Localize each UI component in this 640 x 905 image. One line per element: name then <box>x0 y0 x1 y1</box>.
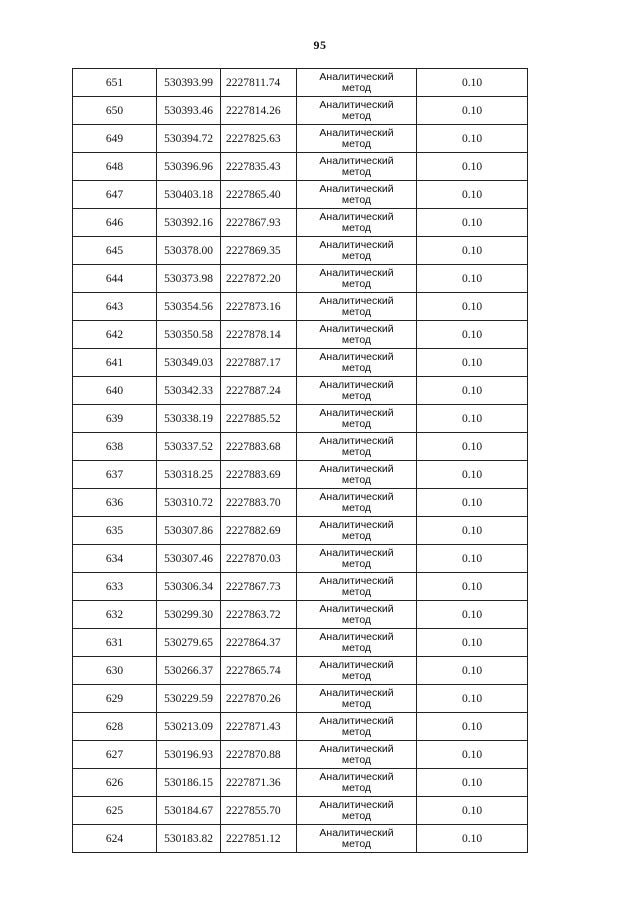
x-coordinate-cell: 530338.19 <box>157 405 221 433</box>
y-coordinate-cell: 2227878.14 <box>221 321 297 349</box>
x-coordinate-cell: 530213.09 <box>157 713 221 741</box>
table-row <box>73 601 528 629</box>
y-coordinate-cell: 2227867.93 <box>221 209 297 237</box>
accuracy-cell: 0.10 <box>417 741 528 769</box>
accuracy-cell: 0.10 <box>417 237 528 265</box>
table-row <box>73 293 528 321</box>
method-line-1: Аналитический <box>319 490 394 503</box>
table-row <box>73 825 528 853</box>
x-coordinate-cell: 530310.72 <box>157 489 221 517</box>
table-row <box>73 125 528 153</box>
table-row <box>73 741 528 769</box>
method-cell <box>297 657 417 685</box>
method-cell <box>297 461 417 489</box>
point-number-cell: 636 <box>73 489 157 517</box>
table-row <box>73 321 528 349</box>
method-line-2: метод <box>341 417 372 430</box>
accuracy-cell: 0.10 <box>417 433 528 461</box>
method-line-2: метод <box>341 81 372 94</box>
method-line-1: Аналитический <box>319 266 394 279</box>
table-row <box>73 713 528 741</box>
table-row <box>73 97 528 125</box>
method-cell <box>297 349 417 377</box>
method-line-2: метод <box>341 809 372 822</box>
table-row <box>73 517 528 545</box>
table-row <box>73 573 528 601</box>
method-line-1: Аналитический <box>319 210 394 223</box>
table-row <box>73 489 528 517</box>
method-cell <box>297 769 417 797</box>
x-coordinate-cell: 530307.46 <box>157 545 221 573</box>
method-line-2: метод <box>341 501 372 514</box>
x-coordinate-cell: 530307.86 <box>157 517 221 545</box>
accuracy-cell: 0.10 <box>417 265 528 293</box>
accuracy-cell: 0.10 <box>417 181 528 209</box>
point-number-cell: 648 <box>73 153 157 181</box>
method-cell <box>297 489 417 517</box>
point-number-cell: 638 <box>73 433 157 461</box>
accuracy-cell: 0.10 <box>417 573 528 601</box>
point-number-cell: 637 <box>73 461 157 489</box>
y-coordinate-cell: 2227851.12 <box>221 825 297 853</box>
point-number-cell: 644 <box>73 265 157 293</box>
method-line-1: Аналитический <box>319 602 394 615</box>
x-coordinate-cell: 530279.65 <box>157 629 221 657</box>
y-coordinate-cell: 2227887.17 <box>221 349 297 377</box>
x-coordinate-cell: 530342.33 <box>157 377 221 405</box>
accuracy-cell: 0.10 <box>417 657 528 685</box>
method-line-2: метод <box>341 781 372 794</box>
point-number-cell: 630 <box>73 657 157 685</box>
coordinates-table <box>72 68 528 853</box>
point-number-cell: 641 <box>73 349 157 377</box>
accuracy-cell: 0.10 <box>417 97 528 125</box>
y-coordinate-cell: 2227887.24 <box>221 377 297 405</box>
x-coordinate-cell: 530183.82 <box>157 825 221 853</box>
table-row <box>73 153 528 181</box>
accuracy-cell: 0.10 <box>417 489 528 517</box>
table-row <box>73 797 528 825</box>
y-coordinate-cell: 2227882.69 <box>221 517 297 545</box>
method-line-2: метод <box>341 277 372 290</box>
method-line-2: метод <box>341 137 372 150</box>
method-line-2: метод <box>341 333 372 346</box>
point-number-cell: 629 <box>73 685 157 713</box>
x-coordinate-cell: 530318.25 <box>157 461 221 489</box>
accuracy-cell: 0.10 <box>417 797 528 825</box>
x-coordinate-cell: 530299.30 <box>157 601 221 629</box>
table-row <box>73 209 528 237</box>
point-number-cell: 650 <box>73 97 157 125</box>
method-line-1: Аналитический <box>319 154 394 167</box>
table-row <box>73 377 528 405</box>
method-cell <box>297 685 417 713</box>
point-number-cell: 633 <box>73 573 157 601</box>
point-number-cell: 631 <box>73 629 157 657</box>
y-coordinate-cell: 2227835.43 <box>221 153 297 181</box>
method-line-1: Аналитический <box>319 294 394 307</box>
method-line-2: метод <box>341 389 372 402</box>
method-line-2: метод <box>341 109 372 122</box>
page-number: 95 <box>313 38 327 52</box>
table-row <box>73 237 528 265</box>
accuracy-cell: 0.10 <box>417 769 528 797</box>
table-row <box>73 461 528 489</box>
method-line-1: Аналитический <box>319 630 394 643</box>
x-coordinate-cell: 530229.59 <box>157 685 221 713</box>
method-cell <box>297 237 417 265</box>
method-line-2: метод <box>341 305 372 318</box>
method-cell <box>297 181 417 209</box>
y-coordinate-cell: 2227870.88 <box>221 741 297 769</box>
accuracy-cell: 0.10 <box>417 125 528 153</box>
method-cell <box>297 97 417 125</box>
point-number-cell: 645 <box>73 237 157 265</box>
method-line-2: метод <box>341 585 372 598</box>
method-cell <box>297 321 417 349</box>
method-line-2: метод <box>341 837 372 850</box>
method-line-2: метод <box>341 753 372 766</box>
accuracy-cell: 0.10 <box>417 545 528 573</box>
method-cell <box>297 825 417 853</box>
point-number-cell: 649 <box>73 125 157 153</box>
method-cell <box>297 601 417 629</box>
point-number-cell: 625 <box>73 797 157 825</box>
method-line-1: Аналитический <box>319 826 394 839</box>
x-coordinate-cell: 530196.93 <box>157 741 221 769</box>
table-row <box>73 629 528 657</box>
method-cell <box>297 405 417 433</box>
y-coordinate-cell: 2227863.72 <box>221 601 297 629</box>
x-coordinate-cell: 530350.58 <box>157 321 221 349</box>
point-number-cell: 632 <box>73 601 157 629</box>
method-cell <box>297 797 417 825</box>
method-cell <box>297 293 417 321</box>
table-row <box>73 405 528 433</box>
method-line-2: метод <box>341 445 372 458</box>
y-coordinate-cell: 2227865.74 <box>221 657 297 685</box>
method-cell <box>297 433 417 461</box>
x-coordinate-cell: 530403.18 <box>157 181 221 209</box>
method-cell <box>297 125 417 153</box>
table-row <box>73 433 528 461</box>
point-number-cell: 624 <box>73 825 157 853</box>
method-line-1: Аналитический <box>319 574 394 587</box>
method-line-1: Аналитический <box>319 770 394 783</box>
x-coordinate-cell: 530378.00 <box>157 237 221 265</box>
y-coordinate-cell: 2227811.74 <box>221 69 297 97</box>
accuracy-cell: 0.10 <box>417 293 528 321</box>
method-cell <box>297 69 417 97</box>
accuracy-cell: 0.10 <box>417 685 528 713</box>
method-line-1: Аналитический <box>319 238 394 251</box>
x-coordinate-cell: 530337.52 <box>157 433 221 461</box>
y-coordinate-cell: 2227864.37 <box>221 629 297 657</box>
x-coordinate-cell: 530396.96 <box>157 153 221 181</box>
accuracy-cell: 0.10 <box>417 349 528 377</box>
method-line-1: Аналитический <box>319 462 394 475</box>
y-coordinate-cell: 2227870.26 <box>221 685 297 713</box>
accuracy-cell: 0.10 <box>417 461 528 489</box>
y-coordinate-cell: 2227885.52 <box>221 405 297 433</box>
method-line-1: Аналитический <box>319 686 394 699</box>
coordinates-table-body <box>73 69 528 853</box>
accuracy-cell: 0.10 <box>417 153 528 181</box>
y-coordinate-cell: 2227883.70 <box>221 489 297 517</box>
method-line-1: Аналитический <box>319 378 394 391</box>
accuracy-cell: 0.10 <box>417 601 528 629</box>
method-line-2: метод <box>341 669 372 682</box>
method-cell <box>297 573 417 601</box>
method-line-1: Аналитический <box>319 518 394 531</box>
x-coordinate-cell: 530266.37 <box>157 657 221 685</box>
accuracy-cell: 0.10 <box>417 377 528 405</box>
y-coordinate-cell: 2227869.35 <box>221 237 297 265</box>
method-line-1: Аналитический <box>319 798 394 811</box>
method-line-1: Аналитический <box>319 182 394 195</box>
y-coordinate-cell: 2227871.43 <box>221 713 297 741</box>
x-coordinate-cell: 530394.72 <box>157 125 221 153</box>
method-line-1: Аналитический <box>319 434 394 447</box>
accuracy-cell: 0.10 <box>417 321 528 349</box>
method-line-1: Аналитический <box>319 714 394 727</box>
point-number-cell: 626 <box>73 769 157 797</box>
point-number-cell: 642 <box>73 321 157 349</box>
point-number-cell: 646 <box>73 209 157 237</box>
accuracy-cell: 0.10 <box>417 713 528 741</box>
x-coordinate-cell: 530373.98 <box>157 265 221 293</box>
x-coordinate-cell: 530349.03 <box>157 349 221 377</box>
y-coordinate-cell: 2227855.70 <box>221 797 297 825</box>
y-coordinate-cell: 2227870.03 <box>221 545 297 573</box>
point-number-cell: 635 <box>73 517 157 545</box>
y-coordinate-cell: 2227873.16 <box>221 293 297 321</box>
y-coordinate-cell: 2227825.63 <box>221 125 297 153</box>
method-cell <box>297 377 417 405</box>
method-line-1: Аналитический <box>319 322 394 335</box>
method-line-2: метод <box>341 361 372 374</box>
point-number-cell: 627 <box>73 741 157 769</box>
method-cell <box>297 209 417 237</box>
point-number-cell: 634 <box>73 545 157 573</box>
table-row <box>73 657 528 685</box>
method-line-2: метод <box>341 641 372 654</box>
method-line-2: метод <box>341 697 372 710</box>
method-line-2: метод <box>341 221 372 234</box>
point-number-cell: 651 <box>73 69 157 97</box>
method-line-1: Аналитический <box>319 546 394 559</box>
table-row <box>73 349 528 377</box>
method-cell <box>297 545 417 573</box>
method-line-1: Аналитический <box>319 406 394 419</box>
method-line-1: Аналитический <box>319 70 394 83</box>
point-number-cell: 647 <box>73 181 157 209</box>
y-coordinate-cell: 2227872.20 <box>221 265 297 293</box>
method-line-2: метод <box>341 249 372 262</box>
method-cell <box>297 741 417 769</box>
table-row <box>73 181 528 209</box>
method-line-2: метод <box>341 613 372 626</box>
method-cell <box>297 629 417 657</box>
x-coordinate-cell: 530306.34 <box>157 573 221 601</box>
y-coordinate-cell: 2227883.68 <box>221 433 297 461</box>
y-coordinate-cell: 2227883.69 <box>221 461 297 489</box>
y-coordinate-cell: 2227814.26 <box>221 97 297 125</box>
y-coordinate-cell: 2227871.36 <box>221 769 297 797</box>
method-cell <box>297 517 417 545</box>
accuracy-cell: 0.10 <box>417 629 528 657</box>
x-coordinate-cell: 530354.56 <box>157 293 221 321</box>
x-coordinate-cell: 530184.67 <box>157 797 221 825</box>
point-number-cell: 640 <box>73 377 157 405</box>
accuracy-cell: 0.10 <box>417 209 528 237</box>
method-line-2: метод <box>341 473 372 486</box>
method-line-1: Аналитический <box>319 350 394 363</box>
method-line-1: Аналитический <box>319 658 394 671</box>
accuracy-cell: 0.10 <box>417 517 528 545</box>
table-row <box>73 685 528 713</box>
x-coordinate-cell: 530186.15 <box>157 769 221 797</box>
accuracy-cell: 0.10 <box>417 825 528 853</box>
x-coordinate-cell: 530392.16 <box>157 209 221 237</box>
table-row <box>73 769 528 797</box>
method-line-2: метод <box>341 193 372 206</box>
method-cell <box>297 265 417 293</box>
table-row <box>73 545 528 573</box>
y-coordinate-cell: 2227865.40 <box>221 181 297 209</box>
method-line-1: Аналитический <box>319 126 394 139</box>
table-row <box>73 265 528 293</box>
point-number-cell: 643 <box>73 293 157 321</box>
method-line-2: метод <box>341 165 372 178</box>
method-line-2: метод <box>341 725 372 738</box>
method-line-2: метод <box>341 529 372 542</box>
x-coordinate-cell: 530393.99 <box>157 69 221 97</box>
accuracy-cell: 0.10 <box>417 69 528 97</box>
method-line-1: Аналитический <box>319 742 394 755</box>
x-coordinate-cell: 530393.46 <box>157 97 221 125</box>
point-number-cell: 639 <box>73 405 157 433</box>
method-cell <box>297 713 417 741</box>
y-coordinate-cell: 2227867.73 <box>221 573 297 601</box>
accuracy-cell: 0.10 <box>417 405 528 433</box>
table-row <box>73 69 528 97</box>
method-line-1: Аналитический <box>319 98 394 111</box>
method-line-2: метод <box>341 557 372 570</box>
point-number-cell: 628 <box>73 713 157 741</box>
method-cell <box>297 153 417 181</box>
